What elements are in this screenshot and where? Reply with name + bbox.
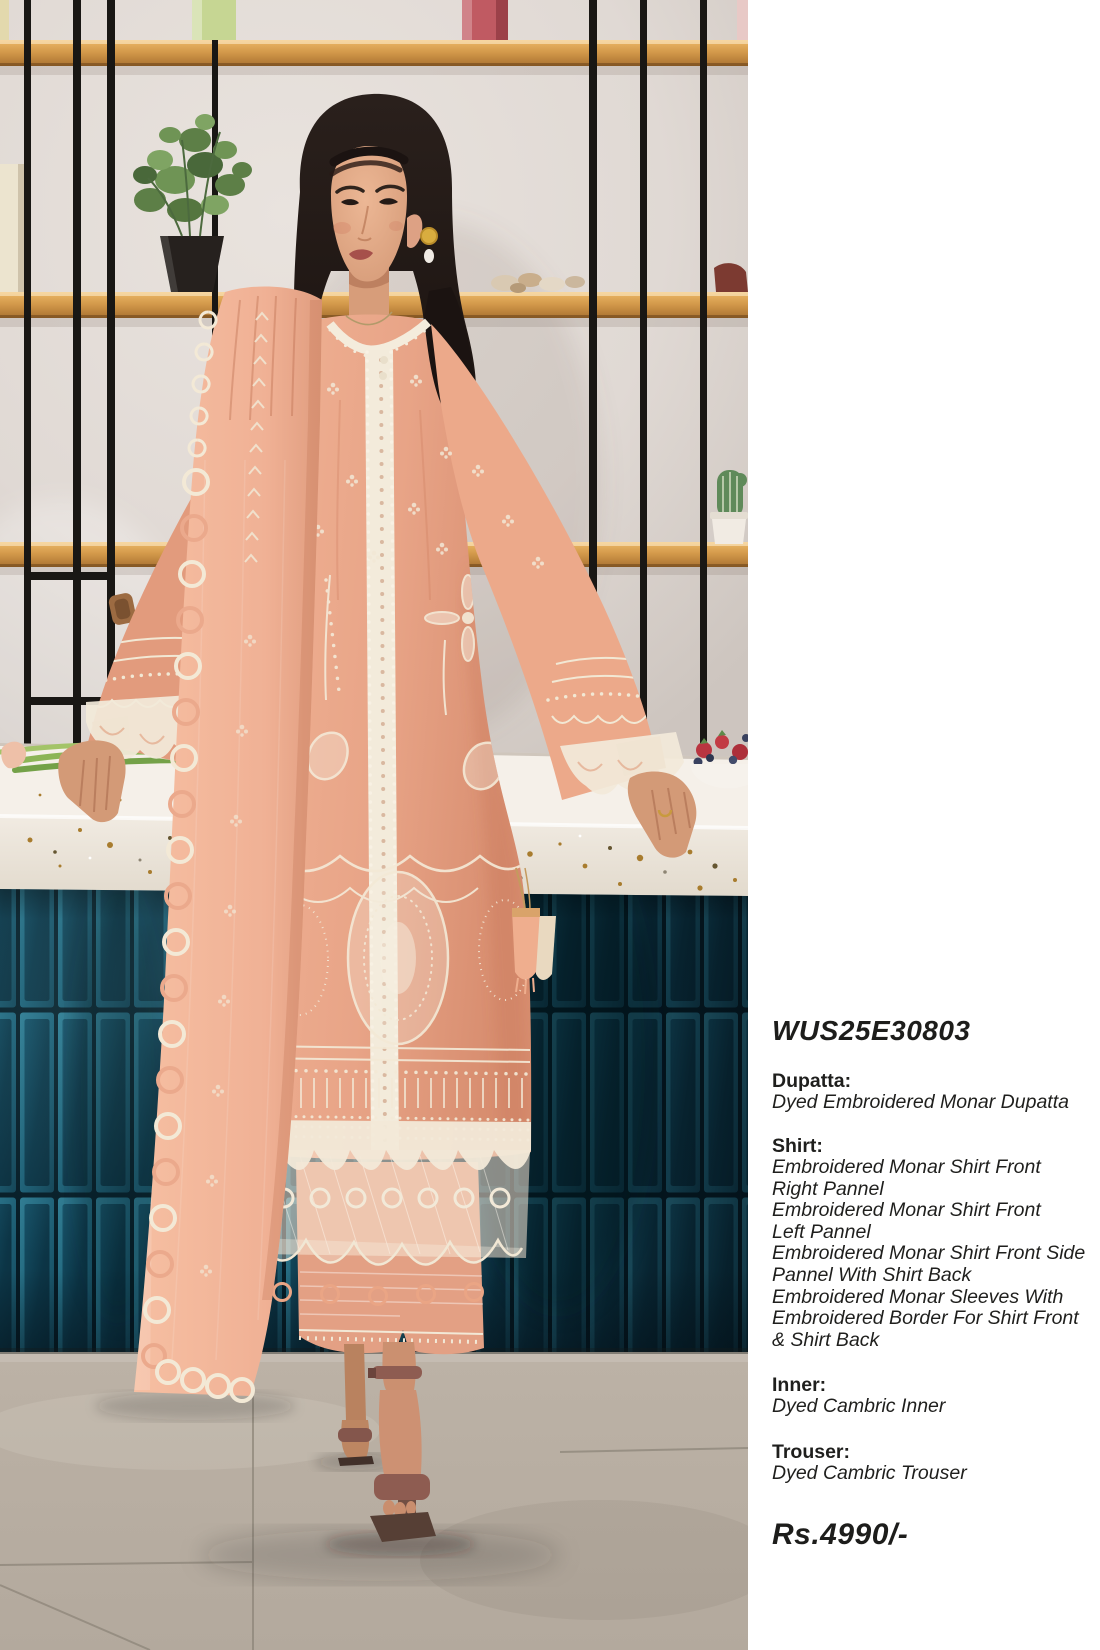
spec-line: Pannel With Shirt Back (772, 1263, 972, 1286)
medallion (348, 872, 448, 1044)
floor (0, 1348, 748, 1650)
candle-sliver-left (0, 0, 9, 40)
stem-band (262, 1078, 522, 1108)
product-price: Rs.4990/- (772, 1518, 909, 1551)
spec-section-inner (772, 1374, 1094, 1418)
spec-section-trouser (772, 1441, 1094, 1485)
spec-line: Left Pannel (772, 1220, 871, 1243)
spec-label: Trouser: (772, 1441, 851, 1463)
spec-line: Dyed Embroidered Monar Dupatta (772, 1091, 1069, 1113)
spec-section-dupatta (772, 1070, 1094, 1114)
spec-line: Embroidered Monar Shirt Front (772, 1156, 1041, 1178)
spec-line: Embroidered Border For Shirt Front (772, 1307, 1079, 1330)
spec-line: Embroidered Monar Sleeves With (772, 1285, 1064, 1308)
spec-line: Embroidered Monar Shirt Front (772, 1199, 1041, 1222)
spec-line: Right Pannel (772, 1177, 884, 1200)
spec-line: Dyed Cambric Trouser (772, 1462, 967, 1484)
spec-label: Shirt: (772, 1135, 823, 1157)
spec-label: Dupatta: (772, 1070, 852, 1092)
spec-line: & Shirt Back (772, 1328, 880, 1351)
product-sku: WUS25E30803 (772, 1014, 971, 1046)
spec-line: Dyed Cambric Inner (772, 1395, 946, 1417)
spec-label: Inner: (772, 1374, 827, 1396)
pink-candle-right (737, 0, 748, 40)
product-details-panel (748, 0, 1100, 1650)
pillar-candle (0, 164, 24, 292)
spec-line: Embroidered Monar Shirt Front Side (772, 1242, 1086, 1265)
spec-section-shirt (772, 1135, 1094, 1351)
